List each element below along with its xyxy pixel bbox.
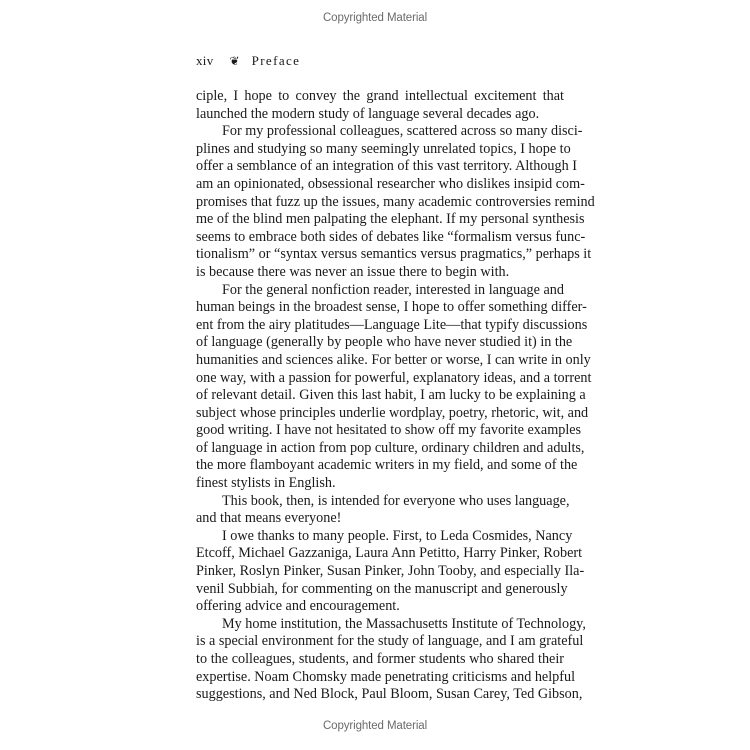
text-line: of language (generally by people who have never studied it) in the [196,334,573,351]
text-line: of relevant detail. Given this last habit, I am lucky to be explaining a [196,387,586,404]
text-line: venil Subbiah, for commenting on the manuscript and generously [196,580,568,597]
text-line: good writing. I have not hesitated to show off my favorite examples [196,422,582,439]
fleuron-ornament-icon: ❦ [229,54,240,68]
text-line: one way, with a passion for powerful, explanatory ideas, and a torrent [196,369,592,386]
text-line: suggestions, and Ned Block, Paul Bloom, Susan Carey, Ted Gibson, [196,686,583,703]
text-line: the more flamboyant academic writers in my field, and some of the [196,457,578,474]
text-line: For the general nonfiction reader, interested in language and [222,281,564,298]
text-line: Pinker, Roslyn Pinker, Susan Pinker, John Tooby, and especially Ila- [196,563,585,580]
text-line: offering advice and encouragement. [196,598,400,615]
text-line: launched the modern study of language several decades ago. [196,105,540,122]
text-line: ent from the airy platitudes—Language Lite—that typify discussions [196,316,588,333]
copyright-watermark-top: Copyrighted Material [322,12,428,24]
page-number: xiv [196,53,214,68]
text-line: expertise. Noam Chomsky made penetrating criticisms and helpful [196,668,576,685]
text-line: is because there was never an issue there to begin with. [196,263,510,280]
text-line: is a special environment for the study of language, and I am grateful [196,633,584,650]
text-line: finest stylists in English. [196,475,336,492]
text-line: subject whose principles underlie wordplay, poetry, rhetoric, wit, and [196,404,589,421]
text-line: offer a semblance of an integration of this vast territory. Although I [196,158,577,175]
text-line: to the colleagues, students, and former students who shared their [196,651,564,667]
text-line: For my professional colleagues, scattered across so many disci- [222,123,583,140]
text-line: promises that fuzz up the issues, many academic controversies remind [196,193,595,210]
text-line: humanities and sciences alike. For better or worse, I can write in only [196,351,591,368]
page-body-text [196,88,595,704]
text-line: me of the blind men palpating the elephant. If my personal synthesis [196,211,585,228]
section-title: Preface [251,53,301,68]
running-head [196,53,300,69]
text-line: and that means everyone! [196,510,342,527]
text-line: This book, then, is intended for everyone who uses language, [222,492,570,509]
text-line: of language in action from pop culture, ordinary children and adults, [196,439,585,456]
text-line: tionalism” or “syntax versus semantics versus pragmatics,” perhaps it [196,246,592,263]
text-line: Etcoff, Michael Gazzaniga, Laura Ann Petitto, Harry Pinker, Robert [196,545,583,562]
text-line: ciple, I hope to convey the grand intellectual excitement that [196,88,564,104]
text-line: seems to embrace both sides of debates like “formalism versus func- [196,228,586,245]
text-line: human beings in the broadest sense, I hope to offer something differ- [196,299,587,316]
text-line: My home institution, the Massachusetts Institute of Technology, [222,615,586,632]
text-line: plines and studying so many seemingly unrelated topics, I hope to [196,140,571,157]
copyright-watermark-bottom: Copyrighted Material [322,720,428,732]
text-line: I owe thanks to many people. First, to Leda Cosmides, Nancy [222,527,573,544]
text-line: am an opinionated, obsessional researcher who dislikes insipid com- [196,175,585,192]
